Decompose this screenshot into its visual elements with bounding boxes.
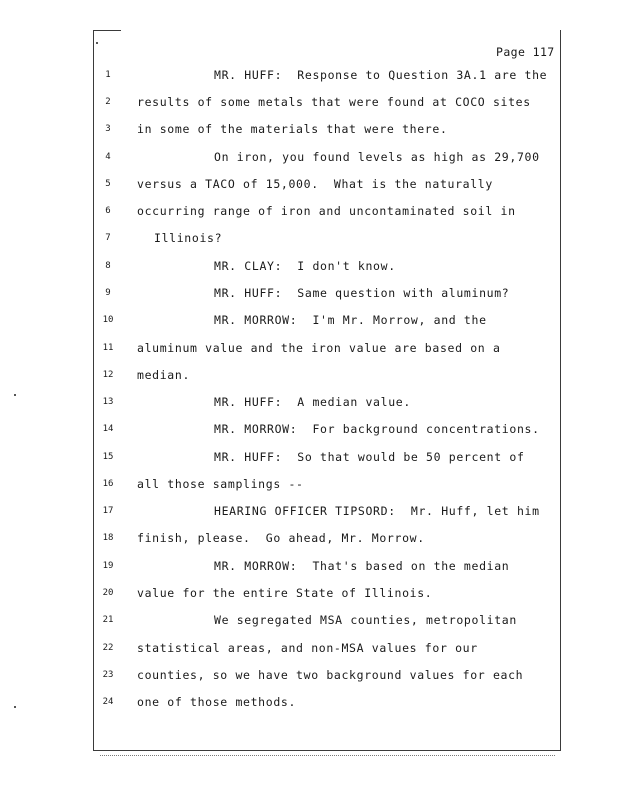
line-text: MR. MORROW: For background concentrations. — [214, 422, 540, 436]
transcript-line — [0, 313, 618, 333]
line-text: all those samplings -- — [137, 477, 304, 491]
transcript-line — [0, 95, 618, 115]
line-text: statistical areas, and non-MSA values for our — [137, 641, 478, 655]
transcript-line — [0, 504, 618, 524]
line-number: 5 — [105, 179, 111, 189]
transcript-line — [0, 641, 618, 661]
transcript-line — [0, 204, 618, 224]
line-text: MR. MORROW: I'm Mr. Morrow, and the — [214, 313, 487, 327]
line-number: 9 — [105, 288, 111, 298]
line-number: 7 — [105, 233, 111, 243]
line-text: versus a TACO of 15,000. What is the naturally — [137, 177, 493, 191]
line-number: 6 — [105, 206, 111, 216]
line-text: MR. HUFF: A median value. — [214, 395, 411, 409]
scan-speck — [14, 394, 16, 396]
transcript-line — [0, 177, 618, 197]
line-number: 12 — [102, 370, 114, 380]
line-text: MR. MORROW: That's based on the median — [214, 559, 510, 573]
line-text: in some of the materials that were there. — [137, 122, 448, 136]
transcript-line — [0, 122, 618, 142]
line-text: aluminum value and the iron value are based on a — [137, 341, 501, 355]
transcript-line — [0, 422, 618, 442]
line-number: 16 — [102, 479, 114, 489]
line-text: HEARING OFFICER TIPSORD: Mr. Huff, let him — [214, 504, 540, 518]
line-number: 24 — [102, 697, 114, 707]
line-number: 10 — [102, 315, 114, 325]
line-number: 17 — [102, 506, 114, 516]
line-text: results of some metals that were found at COCO sites — [137, 95, 531, 109]
line-number: 11 — [102, 343, 114, 353]
line-text: counties, so we have two background values for each — [137, 668, 524, 682]
line-number: 15 — [102, 452, 114, 462]
line-number: 23 — [102, 670, 114, 680]
transcript-line — [0, 531, 618, 551]
line-number: 3 — [105, 124, 111, 134]
footer-scan-noise — [100, 755, 555, 758]
transcript-line — [0, 68, 618, 88]
line-number: 4 — [105, 152, 111, 162]
line-number: 2 — [105, 97, 111, 107]
transcript-line — [0, 586, 618, 606]
line-text: MR. HUFF: Response to Question 3A.1 are the — [214, 68, 548, 82]
line-number: 14 — [102, 424, 114, 434]
line-number: 8 — [105, 261, 111, 271]
line-text: Illinois? — [154, 231, 223, 245]
line-text: one of those methods. — [137, 695, 297, 709]
transcript-line — [0, 668, 618, 688]
line-number: 18 — [102, 533, 114, 543]
page-number: Page 117 — [496, 45, 555, 59]
line-text: MR. HUFF: So that would be 50 percent of — [214, 450, 525, 464]
transcript-line — [0, 231, 618, 251]
transcript-line — [0, 695, 618, 715]
transcript-line — [0, 368, 618, 388]
line-text: We segregated MSA counties, metropolitan — [214, 613, 517, 627]
line-number: 20 — [102, 588, 114, 598]
line-text: value for the entire State of Illinois. — [137, 586, 433, 600]
transcript-line — [0, 559, 618, 579]
transcript-line — [0, 286, 618, 306]
top-rule — [93, 30, 121, 31]
bottom-rule — [93, 750, 561, 751]
line-number: 19 — [102, 561, 114, 571]
line-number: 1 — [105, 70, 111, 80]
transcript-line — [0, 259, 618, 279]
transcript-line — [0, 477, 618, 497]
line-text: median. — [137, 368, 191, 382]
line-text: finish, please. Go ahead, Mr. Morrow. — [137, 531, 425, 545]
line-number: 13 — [102, 397, 114, 407]
line-text: MR. CLAY: I don't know. — [214, 259, 396, 273]
line-number: 22 — [102, 643, 114, 653]
transcript-line — [0, 150, 618, 170]
transcript-line — [0, 613, 618, 633]
line-text: occurring range of iron and uncontaminated soil in — [137, 204, 516, 218]
scan-speck — [96, 42, 98, 44]
transcript-line — [0, 341, 618, 361]
transcript-line — [0, 395, 618, 415]
transcript-line — [0, 450, 618, 470]
line-text: MR. HUFF: Same question with aluminum? — [214, 286, 510, 300]
line-number: 21 — [102, 615, 114, 625]
line-text: On iron, you found levels as high as 29,700 — [214, 150, 540, 164]
scan-speck — [14, 706, 16, 708]
